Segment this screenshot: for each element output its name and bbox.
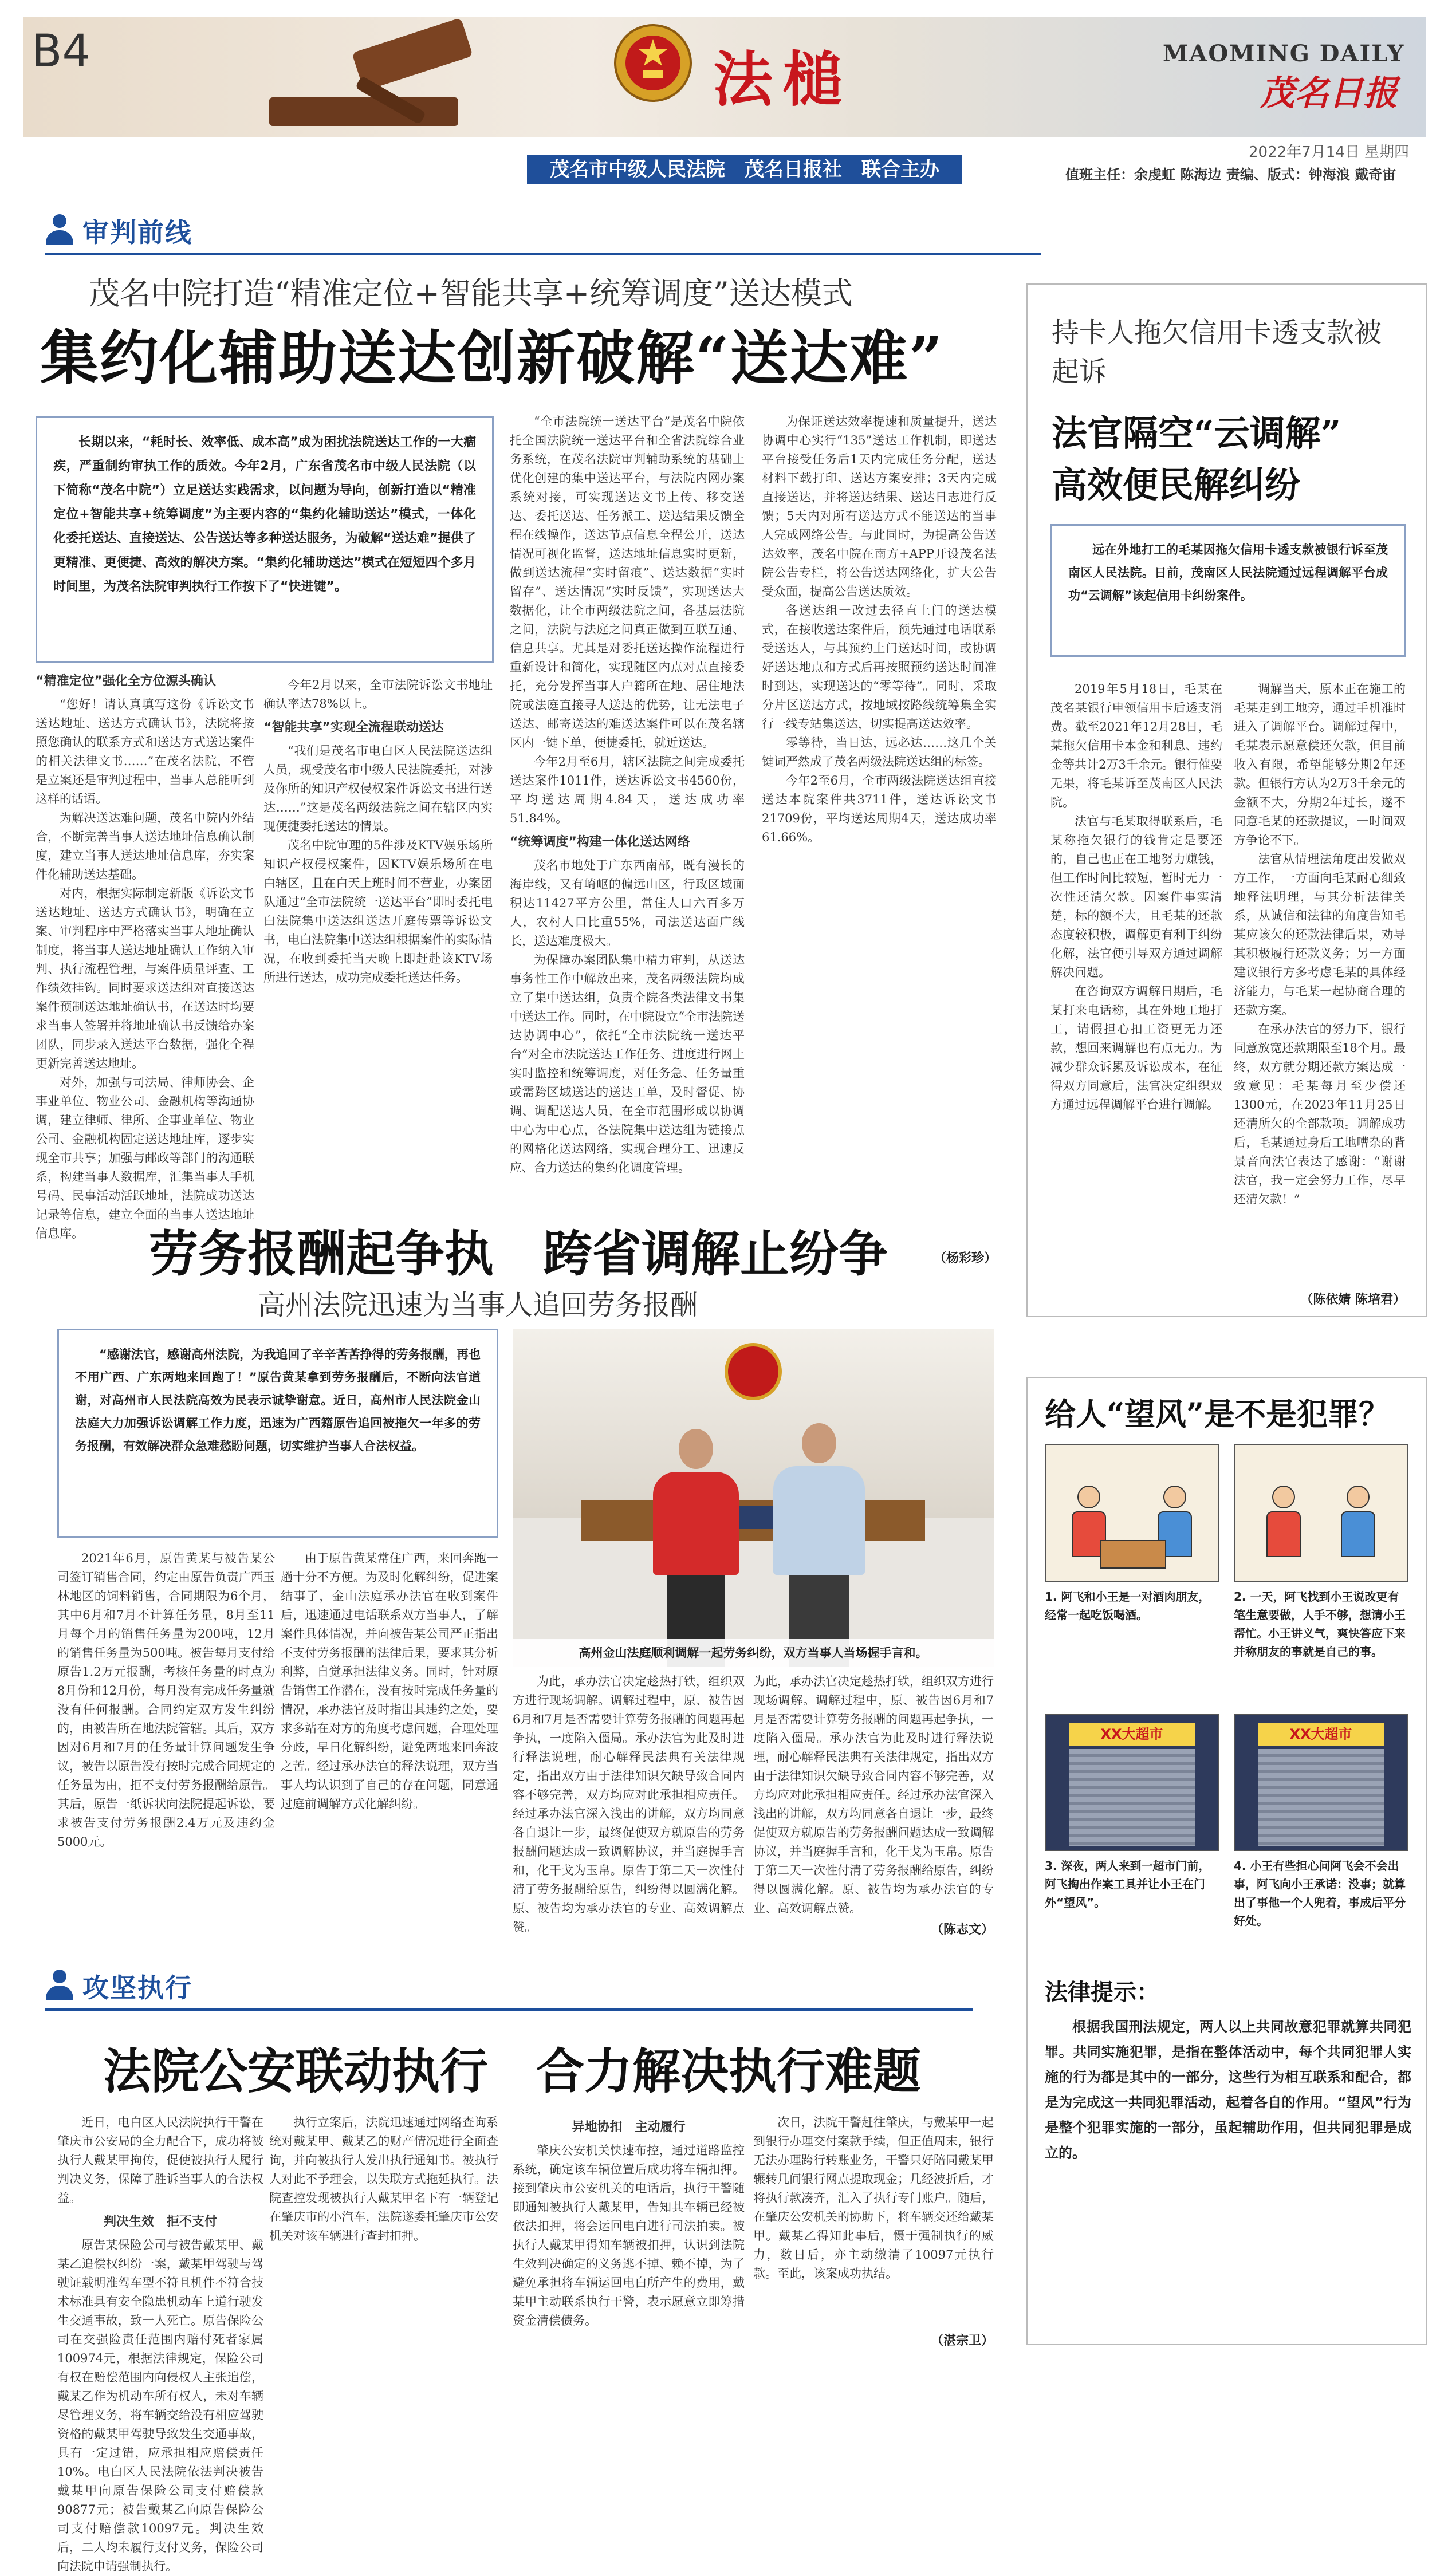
cartoon-panel-4: [1234, 1714, 1408, 1851]
article3-subhead-2: 异地协扣 主动履行: [572, 2120, 686, 2134]
sidebar-accomplice-question: [1026, 1377, 1427, 2345]
gavel-illustration: [269, 23, 498, 132]
editors-line: 值班主任：余虔虹 陈海边 责编、版式：钟海浪 戴奇宙: [1065, 167, 1396, 183]
court-emblem-icon: [725, 1343, 782, 1400]
sidebar1-title-2: 高效便民解纠纷: [1052, 464, 1301, 506]
article2-column-2: [281, 1549, 498, 1944]
paragraph: 肇庆公安机关快速布控，通过道路监控系统，确定该车辆位置后成功将车辆扣押。接到肇庆市公安机关的电话后，执行干警随即通知被执行人戴某甲，告知其车辆已经被依法扣押，将会运回电白进行司法拍卖。被执行人戴某甲得知车辆被扣押，认识到法院生效判决确定的义务逃不掉、赖不掉，为了避免承担将车辆运回电白所产生的费用，戴某甲主动联系执行干警，表示愿意立即筹措资金清偿债务。: [513, 2144, 745, 2327]
paragraph: 为此，承办法官决定趁热打铁，组织双方进行现场调解。调解过程中，原、被告因6月和7月是否需要计算劳务报酬的问题再起争执，一度陷入僵局。承办法官为此及时进行释法说理，耐心解释民法典有关法律规定，指出双方由于法律知识欠缺导致合同内容不够完善，双方均应对此承担相应责任。经过承办法官深入浅出的讲解，双方均同意各自退让一步，最终促使双方就原告的劳务报酬问题达成一致调解协议，并当庭握手言和，化干戈为玉帛。原告于第二天一次性付清了劳务报酬给原告，纠纷得以圆满化解。原、被告均为承办法官的专业、高效调解点赞。: [753, 1675, 994, 1915]
article1-subhead-1: “精准定位”强化全方位源头确认: [36, 674, 216, 688]
paragraph: 为解决送达难问题，茂名中院内外结合，不断完善当事人送达地址信息确认制度，建立当事人送达地址信息库，夯实案件化辅助送达基础。: [36, 811, 254, 881]
person-left-red-shirt: [653, 1429, 739, 1667]
store-shutter: [1069, 1749, 1195, 1846]
sidebar1-summary: 远在外地打工的毛某因拖欠信用卡透支款被银行诉至茂南区人民法院。日前，茂南区人民法院通过远程调解平台成功“云调解”该起信用卡纠纷案件。: [1050, 524, 1406, 657]
paragraph: 为保障办案团队集中精力审判，从送达事务性工作中解放出来，茂名两级法院均成立了集中送达组，负责全院各类法律文书集中送达工作。同时，在中院设立“全市法院送达协调中心”，依托“全市法院统一送达平台”对全市法院送达工作任务、进度进行网上实时监控和统筹调度，对任务急、任务量重或需跨区域送达的送达工单，及时督促、协调、调配送达人员，在全市范围形成以协调中心为中心点，各法院集中送达组为链接点的网格化送达网络，实现合理分工、迅速反应、合力送达的集约化调度管理。: [510, 953, 745, 1175]
cartoon-figure: [1338, 1486, 1378, 1571]
paragraph: 在咨询双方调解日期后，毛某打来电话称，其在外地工地打工，请假担心扣工资更无力还款，想回来调解也有点无力。为减少群众诉累及诉讼成本，在征得双方同意后，法官决定组织双方通过远程调解平台进行调解。: [1050, 984, 1222, 1112]
person-icon: [45, 214, 74, 247]
article2-photo: [513, 1329, 994, 1667]
photo-caption: 高州金山法庭顺利调解一起劳务纠纷，双方当事人当场握手言和。: [513, 1639, 994, 1667]
article2-column-3: [513, 1672, 745, 1947]
article2-summary: “感谢法官，感谢高州法院，为我追回了辛辛苦苦挣得的劳务报酬，再也不用广西、广东两地来回跑了！”原告黄某拿到劳务报酬后，不断向法官道谢，对高州市人民法院高效为民表示诚挚谢意。近日，高州市人民法院金山法庭大力加强诉讼调解工作力度，迅速为广西籍原告追回被拖欠一年多的劳务报酬，有效解决群众急难愁盼问题，切实维护当事人合法权益。: [57, 1329, 498, 1538]
article2-column-4: [753, 1672, 994, 1915]
section-tag-trial-frontline: [45, 212, 192, 250]
sponsors-bar: 茂名市中级人民法院 茂名日报社 联合主办: [527, 155, 962, 184]
sidebar1-title-1: 法官隔空“云调解”: [1052, 412, 1341, 454]
paragraph: 今年2月以来，全市法院诉讼文书地址确认率达78%以上。: [263, 678, 493, 711]
sidebar2-title: 给人“望风”是不是犯罪？: [1045, 1396, 1390, 1432]
cartoon-panel-2: [1234, 1444, 1408, 1582]
paragraph: 由于原告黄某常住广西，来回奔跑一趟十分不方便。为及时化解纠纷，促进案结事了，金山法庭承办法官在收到案件后，迅速通过电话联系双方当事人，了解案件具体情况，并向被告某公司严正指出不支付劳务报酬的法律后果，要求其分析利弊，自觉承担法律义务。同时，针对原告销售工作潜在，没有按时完成任务量的情况，承办法官及时指出其违约之处，要求多站在对方的角度考虑问题，合理处理分歧，早日化解纠纷，避免两地来回奔波之苦。经过承办法官的释法说理，双方当事人均认识到了自己的存在问题，同意通过庭前调解方式化解纠纷。: [281, 1551, 498, 1811]
paragraph: 对内，根据实际制定新版《诉讼文书送达地址、送达方式确认书》，明确在立案、审判程序中严格落实当事人地址确认制度，将当事人送达地址确认工作纳入审判、执行流程管理，与案件质量评查、工作绩效挂钩。同时要求送达组对直接送达案件预制送达地址确认书，在送达时均要求当事人签署并将地址确认书反馈给办案团队，同步录入送达平台数据，强化全程更新完善送达地址。: [36, 887, 254, 1070]
sidebar1-subtitle: 持卡人拖欠信用卡透支款被起诉: [1052, 317, 1382, 388]
sidebar-credit-card-case: [1026, 283, 1427, 1317]
paragraph: 为此，承办法官决定趁热打铁，组织双方进行现场调解。调解过程中，原、被告因6月和7月是否需要计算劳务报酬的问题再起争执，一度陷入僵局。承办法官为此及时进行释法说理，耐心解释民法典有关法律规定，指出双方由于法律知识欠缺导致合同内容不够完善，双方均应对此承担相应责任。经过承办法官深入浅出的讲解，双方均同意各自退让一步，最终促使双方就原告的劳务报酬问题达成一致调解协议，并当庭握手言和，化干戈为玉帛。原告于第二天一次性付清了劳务报酬给原告，纠纷得以圆满化解。原、被告均为承办法官的专业、高效调解点赞。: [513, 1675, 745, 1934]
dinner-table: [1100, 1540, 1166, 1569]
paragraph: 零等待，当日达，远必达……这几个关键词严然成了茂名两级法院送达组的标签。: [762, 736, 997, 769]
paragraph: “您好！请认真填写这份《诉讼文书送达地址、送达方式确认书》，法院将按照您确认的联系方式和送达方式送达案件的相关法律文书……”在茂名法院，不管是立案还是审判过程中，当事人总能听到这样的话语。: [36, 698, 254, 806]
article3-column-4: [753, 2113, 994, 2325]
section-divider: [45, 2008, 973, 2011]
paper-name-cn: 茂名日报: [1260, 73, 1398, 113]
section-divider: [45, 253, 1041, 255]
paragraph: 今年2月至6月，辖区法院之间完成委托送达案件1011件，送达诉讼文书4560份，平均送达周期4.84天，送达成功率51.84%。: [510, 755, 745, 825]
article1-subtitle: 茂名中院打造“精准定位+智能共享+统筹调度”送达模式: [89, 275, 853, 312]
paragraph: 茂名中院审理的5件涉及KTV娱乐场所知识产权侵权案件，因KTV娱乐场所在电白辖区，且在白天上班时间不营业，办案团队通过“全市法院统一送达平台”即时委托电白法院集中送达组送达开庭传票等诉讼文书，电白法院集中送达组根据案件的实际情况，在收到委托当天晚上即赶赴该KTV场所进行送达，成功完成委托送达任务。: [263, 838, 493, 984]
paragraph: 法官与毛某取得联系后，毛某称拖欠银行的钱肯定是要还的，自己也正在工地努力赚钱，但工作时间比较短，暂时无力一次性还清欠款。因案件事实清楚，标的额不大，且毛某的还款态度较积极，调解更有利于纠纷化解，法官便引导双方通过调解解决问题。: [1050, 814, 1222, 979]
article3-byline: （湛宗卫）: [930, 2334, 994, 2348]
issue-date: 2022年7月14日 星期四: [1249, 144, 1410, 161]
paper-name-en: MAOMING DAILY: [1163, 40, 1405, 67]
section-title: 法槌: [713, 44, 853, 115]
paragraph: 今年2至6月，全市两级法院送达组直接送达本院案件共3711件，送达诉讼文书21709份，平均送达周期4天，送达成功率61.66%。: [762, 774, 997, 844]
paragraph: 2021年6月，原告黄某与被告某公司签订销售合同，约定由原告负责广西玉林地区的饲料销售，合同期限为6个月，其中6月和7月不计算任务量，8月至11月每个月的销售任务量为200吨，12月的销售任务量为500吨。被告每月支付给原告1.2万元报酬，考核任务量的时点为8月份和12月份，每月没有完成任务量就没有任何报酬。合同约定双方发生纠纷的，由被告所在地法院管辖。其后，双方因对6月和7月的任务量计算问题发生争议，被告以原告没有按时完成合同规定的任务量为由，拒不支付劳务报酬给原告。其后，原告一纸诉状向法院提起诉讼，要求被告支付劳务报酬2.4万元及违约金5000元。: [57, 1551, 275, 1849]
person-right-blue-shirt: [773, 1423, 865, 1667]
article1-summary: 长期以来，“耗时长、效率低、成本高”成为困扰法院送达工作的一大痼疾，严重制约审执工作的质效。今年2月，广东省茂名市中级人民法院（以下简称“茂名中院”）立足送达实践需求，以问题为导向，创新打造以“精准定位+智能共享+统筹调度”为主要内容的“集约化辅助送达”模式，一体化化委托送达、直接送达、公告送达等多种送达服务，为破解“送达难”提供了更精准、更便捷、高效的解决方案。“集约化辅助送达”模式在短短四个多月时间里，为茂名法院审判执行工作按下了“快进键”。: [36, 416, 494, 663]
article1-title: 集约化辅助送达创新破解“送达难”: [40, 324, 944, 393]
court-emblem-icon: [613, 23, 693, 103]
article3-column-3: [513, 2113, 745, 2354]
paragraph: 次日，法院干警赶往肇庆，与戴某甲一起到银行办理交付案款手续，但正值周末，银行无法办理跨行转账业务，干警只好陪同戴某甲辗转几间银行网点提取现金；几经波折后，才将执行款凑齐，汇入了执行专门账户。随后，在肇庆公安机关的协助下，将车辆交还给戴某甲。戴某乙得知此事后，慑于强制执行的威力，数日后，亦主动缴清了10097元执行款。至此，该案成功执结。: [753, 2116, 994, 2280]
article2-column-1: [57, 1549, 275, 1944]
store-sign: XX大超市: [1069, 1723, 1195, 1746]
paragraph: 法官从情理法角度出发做双方工作，一方面向毛某耐心细致地释法明理，与其分析法律关系，从诚信和法律的角度告知毛某应该欠的还款法律后果，劝导其积极履行还款义务；另一方面建议银行方多考虑毛某的具体经济能力，与毛某一起协商合理的还款方案。: [1234, 852, 1406, 1017]
article3-column-1: [57, 2113, 263, 2573]
section-tag-label: 攻坚执行: [82, 1972, 192, 2003]
paragraph: 调解当天，原本正在施工的毛某走到工地旁，通过手机准时进入了调解平台。调解过程中，毛某表示愿意偿还欠款，但目前收入有限，希望能够分期2年还款。但银行方认为2万3千余元的金额不大，分期2年过长，遂不同意毛某的还款提议，一时间双方争论不下。: [1234, 682, 1406, 847]
legal-tip-text: 根据我国刑法规定，两人以上共同故意犯罪就算共同犯罪。共同实施犯罪，是指在整体活动中，每个共同犯罪人实施的行为都是其中的一部分，这些行为相互联系和配合，都是为完成这一共同犯罪活动，起着各自的作用。“望风”行为是整个犯罪实施的一部分，虽起辅助作用，但共同犯罪是成立的。: [1045, 2019, 1411, 2161]
article3-subhead-1: 判决生效 拒不支付: [103, 2215, 217, 2229]
paragraph: 各送达组一改过去径直上门的送达模式，在接收送达案件后，预先通过电话联系受送达人，与其预约上门送达时间，或协调好送达地点和方式后再按照预约送达时间准时到达，实现送达的“零等待”。同时，采取分片区送达方式，按地域按路线统筹集全实行一线专站集送达，切实提高送达效率。: [762, 604, 997, 731]
page-code: B4: [32, 26, 91, 77]
article1-column-1: [36, 667, 254, 1269]
section-tag-label: 审判前线: [82, 217, 192, 248]
article1-byline: （杨彩珍）: [933, 1251, 997, 1266]
cartoon-caption-3: 3. 深夜，两人来到一超市门前，阿飞掏出作案工具并让小王在门外“望风”。: [1045, 1859, 1210, 1909]
paragraph: 近日，电白区人民法院执行干警在肇庆市公安局的全力配合下，成功将被执行人戴某甲拘传，促使被执行人履行判决义务，保障了胜诉当事人的合法权益。: [57, 2116, 263, 2205]
sidebar1-column-1: [1050, 680, 1222, 1304]
cartoon-figure: [1264, 1486, 1304, 1571]
sidebar1-byline: （陈依婧 陈培君）: [1300, 1293, 1406, 1307]
article3-title: 法院公安联动执行 合力解决执行难题: [103, 2043, 922, 2100]
article3-column-2: [269, 2113, 498, 2354]
article1-subhead-2: “智能共享”实现全流程联动送达: [263, 720, 444, 735]
article1-column-4: [762, 412, 997, 1246]
article1-column-3: [510, 412, 745, 1269]
section-tag-enforcement: [45, 1967, 192, 2005]
paragraph: “全市法院统一送达平台”是茂名中院依托全国法院统一送达平台和全省法院综合业务系统，在茂名法院审判辅助系统的基础上优化创建的集中送达平台，与法院内网办案系统对接，可实现送达文书上传、移交送达、委托送达、任务派工、送达结果反馈全程在线操作，送达节点信息全程公开，送达情况可视化监督，送达地址信息实时更新，做到送达流程“实时留痕”、送达数据“实时留存”、送达情况“实时反馈”，实现送达大数据化，让全市两级法院之间，各基层法院之间，法院与法庭之间真正做到互联互通、信息共享。尤其是对委托送达操作流程进行重新设计和简化，实现随区内点对点直接委托，充分发挥当事人户籍所在地、居住地法院或法庭直接寻人送达的优势，让无法电子送达、邮寄送达的难送达案件可以在茂名辖区内一键下单，便捷委托，就近送达。: [510, 415, 745, 750]
article2-title: 劳务报酬起争执 跨省调解止纷争: [149, 1225, 888, 1283]
paragraph: “我们是茂名市电白区人民法院送达组人员，现受茂名市中级人民法院委托，对涉及你所的知识产权侵权案件诉讼文书进行送达……”这是茂名两级法院之间在辖区内实现便捷委托送达的情景。: [263, 744, 493, 833]
cartoon-caption-1: 1. 阿飞和小王是一对酒肉朋友，经常一起吃饭喝酒。: [1045, 1590, 1210, 1622]
store-shutter: [1258, 1749, 1384, 1846]
paragraph: 原告某保险公司与被告戴某甲、戴某乙追偿权纠纷一案，戴某甲驾驶与驾驶证载明准驾车型不符且机件不符合技术标准具有安全隐患机动车上道行驶发生交通事故，致一人死亡。原告保险公司在交强险责任范围内赔付死者家属100974元，根据法律规定，保险公司有权在赔偿范围内向侵权人主张追偿，戴某乙作为机动车所有权人，未对车辆尽管理义务，将车辆交给没有相应驾驶资格的戴某甲驾驶导致发生交通事故，具有一定过错，应承担相应赔偿责任10%。电白区人民法院依法判决被告戴某甲向原告保险公司支付赔偿款90877元；被告戴某乙向原告保险公司支付赔偿款10097元。判决生效后，二人均未履行支付义务，保险公司向法院申请强制执行。: [57, 2238, 263, 2573]
cartoon-panel-1: [1045, 1444, 1219, 1582]
article1-subhead-3: “统筹调度”构建一体化送达网络: [510, 835, 690, 849]
article2-byline: （陈志文）: [930, 1923, 994, 1937]
cartoon-caption-2: 2. 一天，阿飞找到小王说改更有笔生意要做，人手不够，想请小王帮忙。小王讲义气，爽快答应下来并称朋友的事就是自己的事。: [1234, 1590, 1406, 1659]
sidebar1-column-2: [1234, 680, 1406, 1287]
paragraph: 2019年5月18日，毛某在茂名某银行申领信用卡后透支消费。截至2021年12月28日，毛某拖欠信用卡本金和利息、违约金等共计2万3千余元。银行催要无果，将毛某诉至茂南区人民法院。: [1050, 682, 1222, 809]
person-icon: [45, 1970, 74, 2003]
cartoon-panel-3: [1045, 1714, 1219, 1851]
paragraph: 为保证送达效率提速和质量提升，送达协调中心实行“135”送达工作机制，即送达平台接受任务后1天内完成任务分配，送达材料下载打印、送达方案安排；3天内完成直接送达，并将送达结果、送达日志进行反馈；5天内对所有送达方式不能送达的当事人完成网络公告。与此同时，为提高公告送达效率，茂名中院在南方+APP开设茂名法院公告专栏，将公告送达网络化，扩大公告受众面，提高公告送达质效。: [762, 415, 997, 598]
paragraph: 在承办法官的努力下，银行同意放宽还款期限至18个月。最终，双方就分期还款方案达成一致意见：毛某每月至少偿还1300元，在2023年11月25日还清所欠的全部款项。调解成功后，毛某通过身后工地嘈杂的背景音向法官表达了感谢：“谢谢法官，我一定会努力工作，尽早还清欠款！”: [1234, 1022, 1406, 1206]
article1-column-2: [263, 676, 493, 1269]
paragraph: 执行立案后，法院迅速通过网络查询系统对戴某甲、戴某乙的财产情况进行全面查询，并向被执行人发出执行通知书。被执行人对此不予理会，以失联方式拖延执行。法院查控发现被执行人戴某甲名下有一辆登记在肇庆市的小汽车，法院遂委托肇庆市公安机关对该车辆进行查封扣押。: [269, 2116, 498, 2243]
cartoon-caption-4: 4. 小王有些担心问阿飞会不会出事，阿飞向小王承诺：没事；就算出了事他一个人兜着，事成后平分好处。: [1234, 1859, 1406, 1928]
masthead: [0, 0, 1448, 183]
paragraph: 对外，加强与司法局、律师协会、企事业单位、物业公司、金融机构等沟通协调，建立律师、律所、企事业单位、物业公司、金融机构固定送达地址库，逐步实现全市共享；加强与邮政等部门的沟通联系，构建当事人数据库，汇集当事人手机号码、民事活动活跃地址，法院成功送达记录等信息，建立全面的当事人送达地址信息库。: [36, 1076, 254, 1240]
article2-subtitle: 高州法院迅速为当事人追回劳务报酬: [258, 1289, 698, 1321]
legal-tip-title: 法律提示：: [1045, 1979, 1159, 2006]
store-sign: XX大超市: [1258, 1723, 1384, 1746]
paragraph: 茂名市地处于广东西南部，既有漫长的海岸线，又有崎岖的偏远山区，行政区域面积达11427平方公里，常住人口六百多万人，农村人口比重55%，司法送达面广线长，送达难度极大。: [510, 858, 745, 948]
